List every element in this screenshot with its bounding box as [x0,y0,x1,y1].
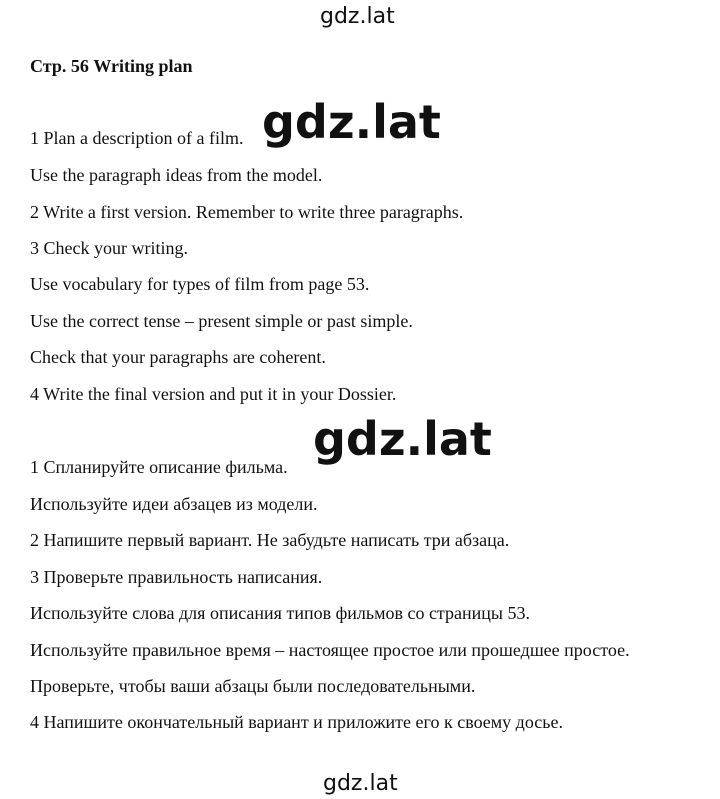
english-line-4: 3 Check your writing. [30,238,188,258]
english-line-5: Use vocabulary for types of film from page 53. [30,274,370,294]
russian-line-8: 4 Напишите окончательный вариант и приложите его к своему досье. [30,712,563,732]
russian-line-4: 3 Проверьте правильность написания. [30,567,323,587]
english-line-7: Check that your paragraphs are coherent. [30,347,326,367]
watermark-middle-1: gdz.lat [262,95,441,149]
russian-line-6: Используйте правильное время – настоящее простое или прошедшее простое. [30,640,630,660]
watermark-bottom: gdz.lat [323,771,398,796]
russian-line-1: 1 Спланируйте описание фильма. [30,457,288,477]
english-line-3: 2 Write a first version. Remember to write three paragraphs. [30,202,464,222]
page-title: Стр. 56 Writing plan [30,56,193,76]
english-line-1: 1 Plan a description of a film. [30,128,244,148]
english-line-8: 4 Write the final version and put it in your Dossier. [30,384,397,404]
english-line-2: Use the paragraph ideas from the model. [30,165,323,185]
russian-line-3: 2 Напишите первый вариант. Не забудьте написать три абзаца. [30,530,510,550]
russian-line-2: Используйте идеи абзацев из модели. [30,494,318,514]
english-line-6: Use the correct tense – present simple or past simple. [30,311,413,331]
watermark-top: gdz.lat [320,4,395,29]
russian-line-5: Используйте слова для описания типов фильмов со страницы 53. [30,603,531,623]
watermark-middle-2: gdz.lat [313,412,492,466]
russian-line-7: Проверьте, чтобы ваши абзацы были последовательными. [30,676,476,696]
